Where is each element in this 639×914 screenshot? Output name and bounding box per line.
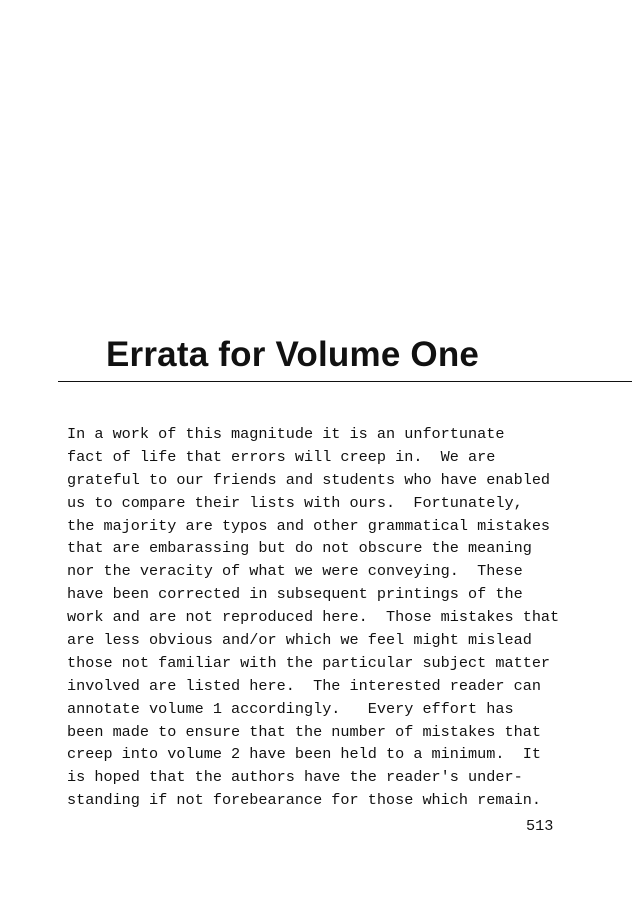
body-line: creep into volume 2 have been held to a minimum. It: [67, 745, 541, 764]
body-line: annotate volume 1 accordingly. Every effort has: [67, 699, 514, 718]
body-line: that are embarassing but do not obscure the meaning: [67, 539, 532, 558]
title-rule: [58, 381, 632, 382]
body-line: those not familiar with the particular subject matter: [67, 653, 551, 672]
body-line: the majority are typos and other grammatical mistakes: [67, 516, 551, 535]
body-line: grateful to our friends and students who have enabled: [67, 470, 551, 489]
body-line: standing if not forebearance for those which remain.: [67, 791, 541, 810]
body-line: involved are listed here. The interested reader can: [67, 676, 541, 695]
body-line: have been corrected in subsequent printings of the: [67, 585, 523, 604]
body-line: is hoped that the authors have the reader's under-: [67, 768, 523, 787]
body-line: been made to ensure that the number of mistakes that: [67, 722, 541, 741]
body-line: nor the veracity of what we were conveying. These: [67, 562, 523, 581]
page-title: Errata for Volume One: [106, 335, 480, 374]
body-line: work and are not reproduced here. Those mistakes that: [67, 608, 560, 627]
body-paragraph: [67, 423, 559, 812]
page-number: 513: [526, 817, 554, 835]
body-line: are less obvious and/or which we feel might mislead: [67, 631, 532, 650]
body-line: fact of life that errors will creep in. We are: [67, 447, 496, 466]
body-line: In a work of this magnitude it is an unfortunate: [67, 425, 505, 443]
body-line: us to compare their lists with ours. Fortunately,: [67, 493, 523, 512]
